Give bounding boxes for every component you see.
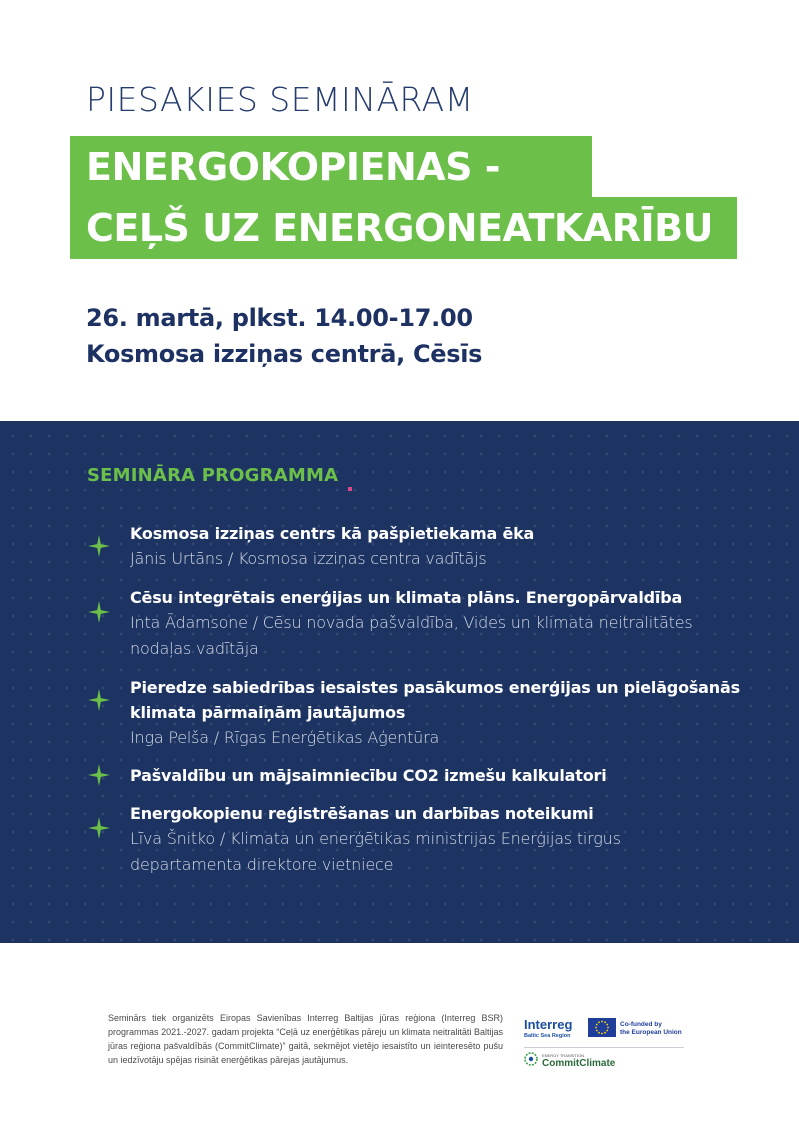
commitclimate-logo-icon (524, 1051, 538, 1065)
program-item (130, 675, 770, 751)
program-item-heading: Cēsu integrētais enerģijas un klimata plāns. Energopārvaldība (130, 588, 683, 607)
commitclimate-name: CommitClimate (542, 1058, 616, 1069)
partner-logos (524, 1017, 694, 1077)
event-details (86, 300, 482, 372)
program-item-speaker: Inga Pelša / Rīgas Enerģētikas Aģentūra (130, 728, 440, 747)
accent-dot (348, 487, 352, 491)
program-title: SEMINĀRA PROGRAMMA (87, 465, 339, 486)
program-item-heading: Energokopienu reģistrēšanas un darbības noteikumi (130, 804, 594, 823)
program-panel (0, 421, 799, 943)
program-item-speaker: nodaļas vadītāja (130, 639, 259, 658)
four-point-star-icon (88, 535, 110, 557)
four-point-star-icon (88, 817, 110, 839)
interreg-logo: Interreg (524, 1017, 573, 1032)
eu-text-line-2: the European Union (620, 1029, 682, 1036)
title-line-2: CEĻŠ UZ ENERGONEATKARĪBU (70, 197, 737, 259)
program-item-speaker: Līva Šnitko / Klimata un enerģētikas ministrijas Enerģijas tirgus (130, 829, 621, 848)
program-item-heading: Kosmosa izziņas centrs kā pašpietiekama ēka (130, 524, 535, 543)
four-point-star-icon (88, 764, 110, 786)
commitclimate-small-text: ENERGY TRANSITION (542, 1053, 585, 1058)
eu-flag-icon (588, 1018, 616, 1037)
program-item (130, 763, 770, 788)
program-item (130, 801, 770, 878)
program-item-speaker: Jānis Urtāns / Kosmosa izziņas centra vadītājs (130, 549, 487, 568)
program-item-heading: Pašvaldību un mājsaimniecību CO2 izmešu kalkulatori (130, 766, 607, 785)
program-item-heading: klimata pārmaiņām jautājumos (130, 703, 406, 722)
four-point-star-icon (88, 689, 110, 711)
program-item (130, 585, 770, 662)
four-point-star-icon (88, 601, 110, 623)
program-item-speaker: Inta Ādamsone / Cēsu novada pašvaldība, Vides un klimata neitralitātes (130, 613, 693, 632)
interreg-logo-subtitle: Baltic Sea Region (524, 1033, 571, 1039)
footer-text: Seminārs tiek organizēts Eiropas Savienības Interreg Baltijas jūras reģiona (Interreg BSR) programmas 2021.-2027. gadam projekta “Ceļā uz enerģētikas pāreju un klimata neitralitāti Baltijas jūras reģiona pašvaldībās (CommitClimate)” gaitā, sekmējot vietējo iesaistīto un ieinteresēto pušu un iedzīvotāju spējas risināt enerģētikas pārejas jautājumus. (108, 1013, 503, 1065)
program-item (130, 521, 770, 572)
eu-text-line-1: Co-funded by (620, 1021, 662, 1028)
logo-divider (524, 1047, 684, 1048)
kicker: PIESAKIES SEMINĀRAM (86, 80, 474, 119)
event-location: Kosmosa izziņas centrā, Cēsīs (86, 340, 483, 368)
eu-cofunded-text (620, 1021, 682, 1037)
title-line-1: ENERGOKOPIENAS - (70, 136, 592, 198)
event-date-time: 26. martā, plkst. 14.00-17.00 (86, 304, 473, 332)
program-item-speaker: departamenta direktore vietniece (130, 855, 394, 874)
program-item-heading: Pieredze sabiedrības iesaistes pasākumos enerģijas un pielāgošanās (130, 678, 740, 697)
